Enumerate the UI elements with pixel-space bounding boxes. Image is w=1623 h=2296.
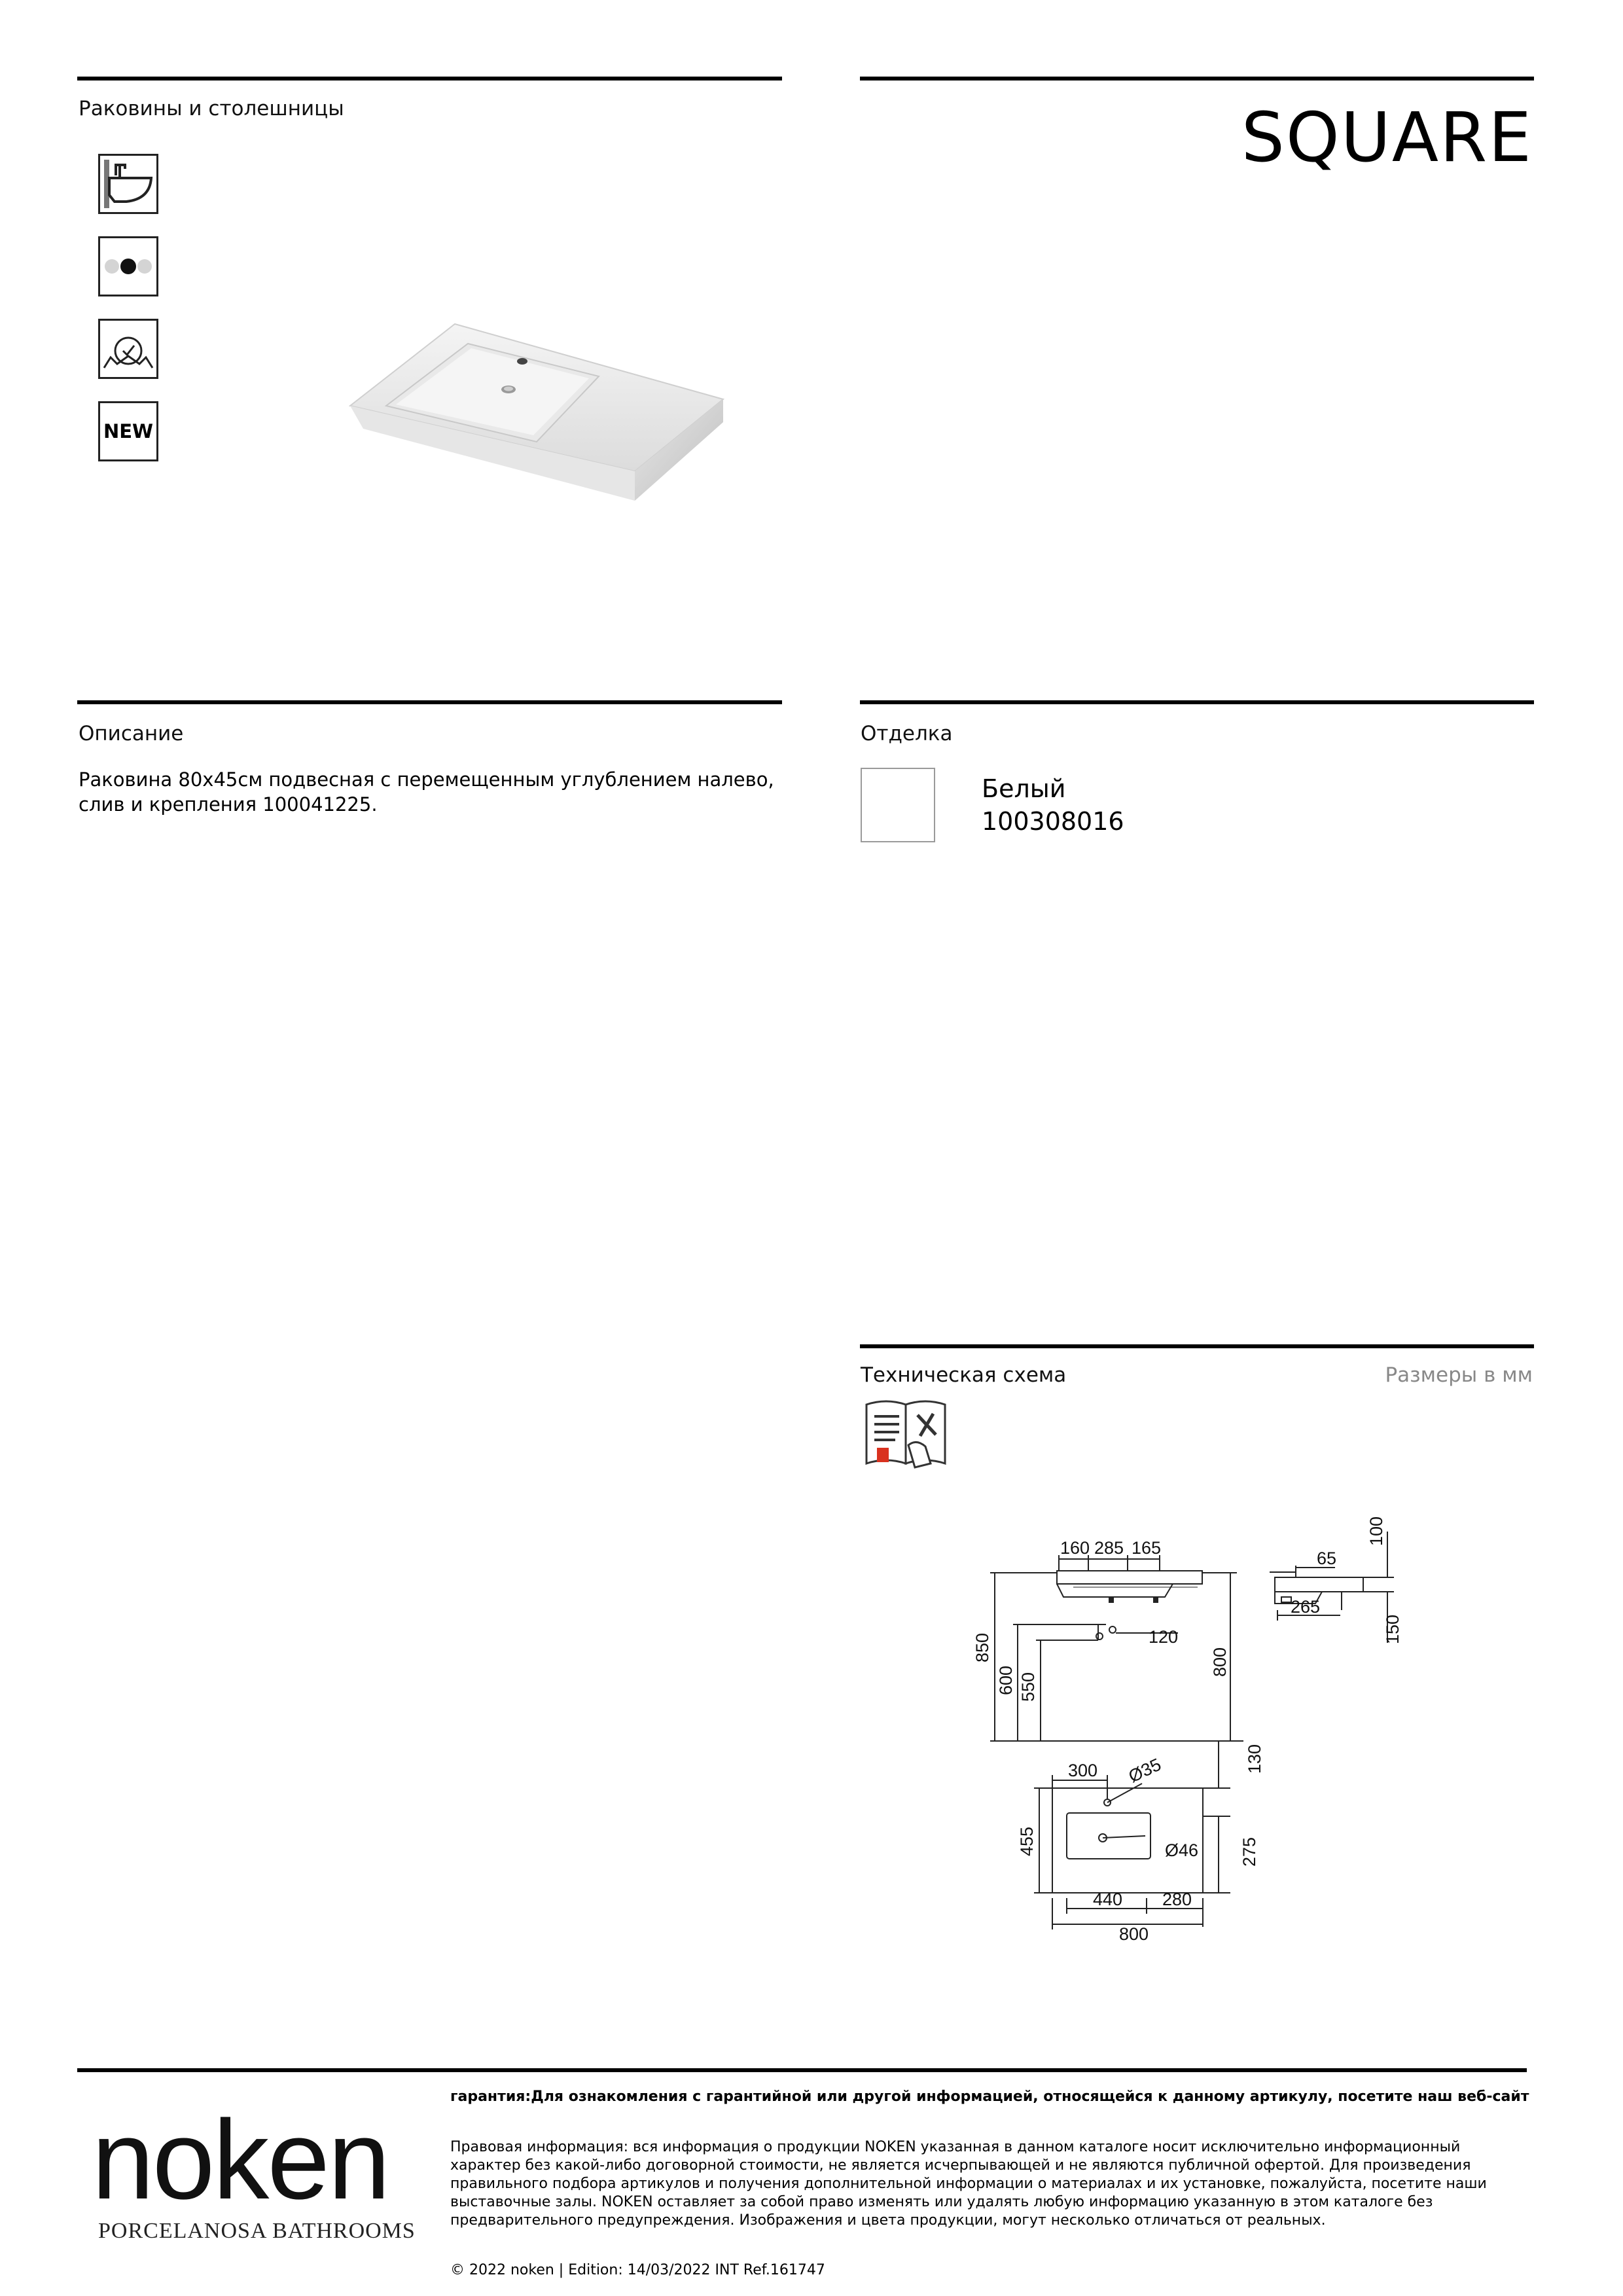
dim-plan-bottom-total: 800 bbox=[1119, 1924, 1149, 1944]
dim-side-bottom: 265 bbox=[1291, 1597, 1321, 1617]
dim-front-left-2: 600 bbox=[996, 1665, 1016, 1695]
dim-front-left-1: 850 bbox=[972, 1632, 992, 1662]
footer-rule bbox=[77, 2068, 1527, 2072]
brand-subtitle: PORCELANOSA BATHROOMS bbox=[98, 2219, 416, 2243]
dim-plan-right: 275 bbox=[1240, 1837, 1259, 1867]
dim-front-right: 800 bbox=[1210, 1647, 1230, 1677]
warranty-bold: гарантия:Для ознакомления с гарантийной или другой информацией, относящейся к данному артикулу, посетите наш веб-сайт bbox=[450, 2089, 1529, 2105]
technical-heading: Техническая схема bbox=[861, 1363, 1067, 1387]
dim-plan-top: 300 bbox=[1068, 1761, 1098, 1780]
dim-plan-hole-small: Ø35 bbox=[1125, 1754, 1164, 1787]
top-right-rule bbox=[860, 77, 1534, 81]
new-badge-label: NEW bbox=[103, 420, 154, 442]
finish-name: Белый bbox=[982, 774, 1066, 803]
dim-plan-bottom-1: 440 bbox=[1093, 1890, 1123, 1909]
dim-side-right: 150 bbox=[1383, 1614, 1402, 1644]
dots-color-icon bbox=[98, 236, 158, 296]
description-rule bbox=[77, 700, 782, 704]
dim-front-mid: 120 bbox=[1149, 1627, 1179, 1647]
dim-front-top-1: 160 bbox=[1060, 1538, 1090, 1558]
description-heading: Описание bbox=[79, 722, 184, 745]
top-left-rule bbox=[77, 77, 782, 81]
finish-rule bbox=[860, 700, 1534, 704]
quality-seal-icon bbox=[98, 319, 158, 379]
dim-front-top-3: 165 bbox=[1132, 1538, 1162, 1558]
brand-logo: noken bbox=[92, 2097, 389, 2223]
dim-side-top: 65 bbox=[1317, 1549, 1337, 1568]
dim-front-left-3: 550 bbox=[1018, 1672, 1038, 1702]
wall-mounted-basin-icon bbox=[98, 154, 158, 214]
technical-drawing bbox=[969, 1505, 1427, 1950]
finish-code: 100308016 bbox=[982, 807, 1124, 836]
copyright: © 2022 noken | Edition: 14/03/2022 INT Ref.161747 bbox=[450, 2262, 825, 2278]
description-text: Раковина 80x45см подвесная с перемещенным углублением налево, слив и крепления 100041225. bbox=[79, 768, 774, 816]
installation-manual-icon bbox=[863, 1395, 952, 1471]
dim-plan-left: 455 bbox=[1017, 1826, 1037, 1856]
new-badge-icon bbox=[98, 401, 158, 461]
product-title: SQUARE bbox=[1241, 98, 1533, 177]
legal-text: Правовая информация: вся информация о продукции NOKEN указанная в данном каталоге носит исключительно информационный характер без какой-либо договорной стоимости, не является исчерпывающей и не являются публичной офертой. Для произведения правильного подбора артикулов и получения дополнительной информации о материалах и их установке, пожалуйста, посетите наши выставочные залы. NOKEN оставляет за собой право изменять или удалять любую информацию указанную в этом каталоге без предварительного предупреждения. Изображения и цвета продукции, могут несколько отличаться от реальных. bbox=[450, 2139, 1487, 2229]
dim-plan-bottom-2: 280 bbox=[1162, 1890, 1192, 1909]
product-image bbox=[337, 308, 730, 517]
dim-plan-right-top: 130 bbox=[1245, 1744, 1264, 1774]
finish-swatch[interactable] bbox=[861, 768, 935, 842]
dim-plan-hole-large: Ø46 bbox=[1165, 1840, 1199, 1860]
technical-rule bbox=[860, 1344, 1534, 1348]
warranty-text bbox=[450, 2088, 1530, 2106]
category-label: Раковины и столешницы bbox=[79, 97, 344, 120]
finish-heading: Отделка bbox=[861, 722, 953, 745]
units-note: Размеры в мм bbox=[1385, 1363, 1533, 1387]
dim-front-top-2: 285 bbox=[1094, 1538, 1124, 1558]
dim-side-top-vertical: 100 bbox=[1366, 1516, 1386, 1546]
